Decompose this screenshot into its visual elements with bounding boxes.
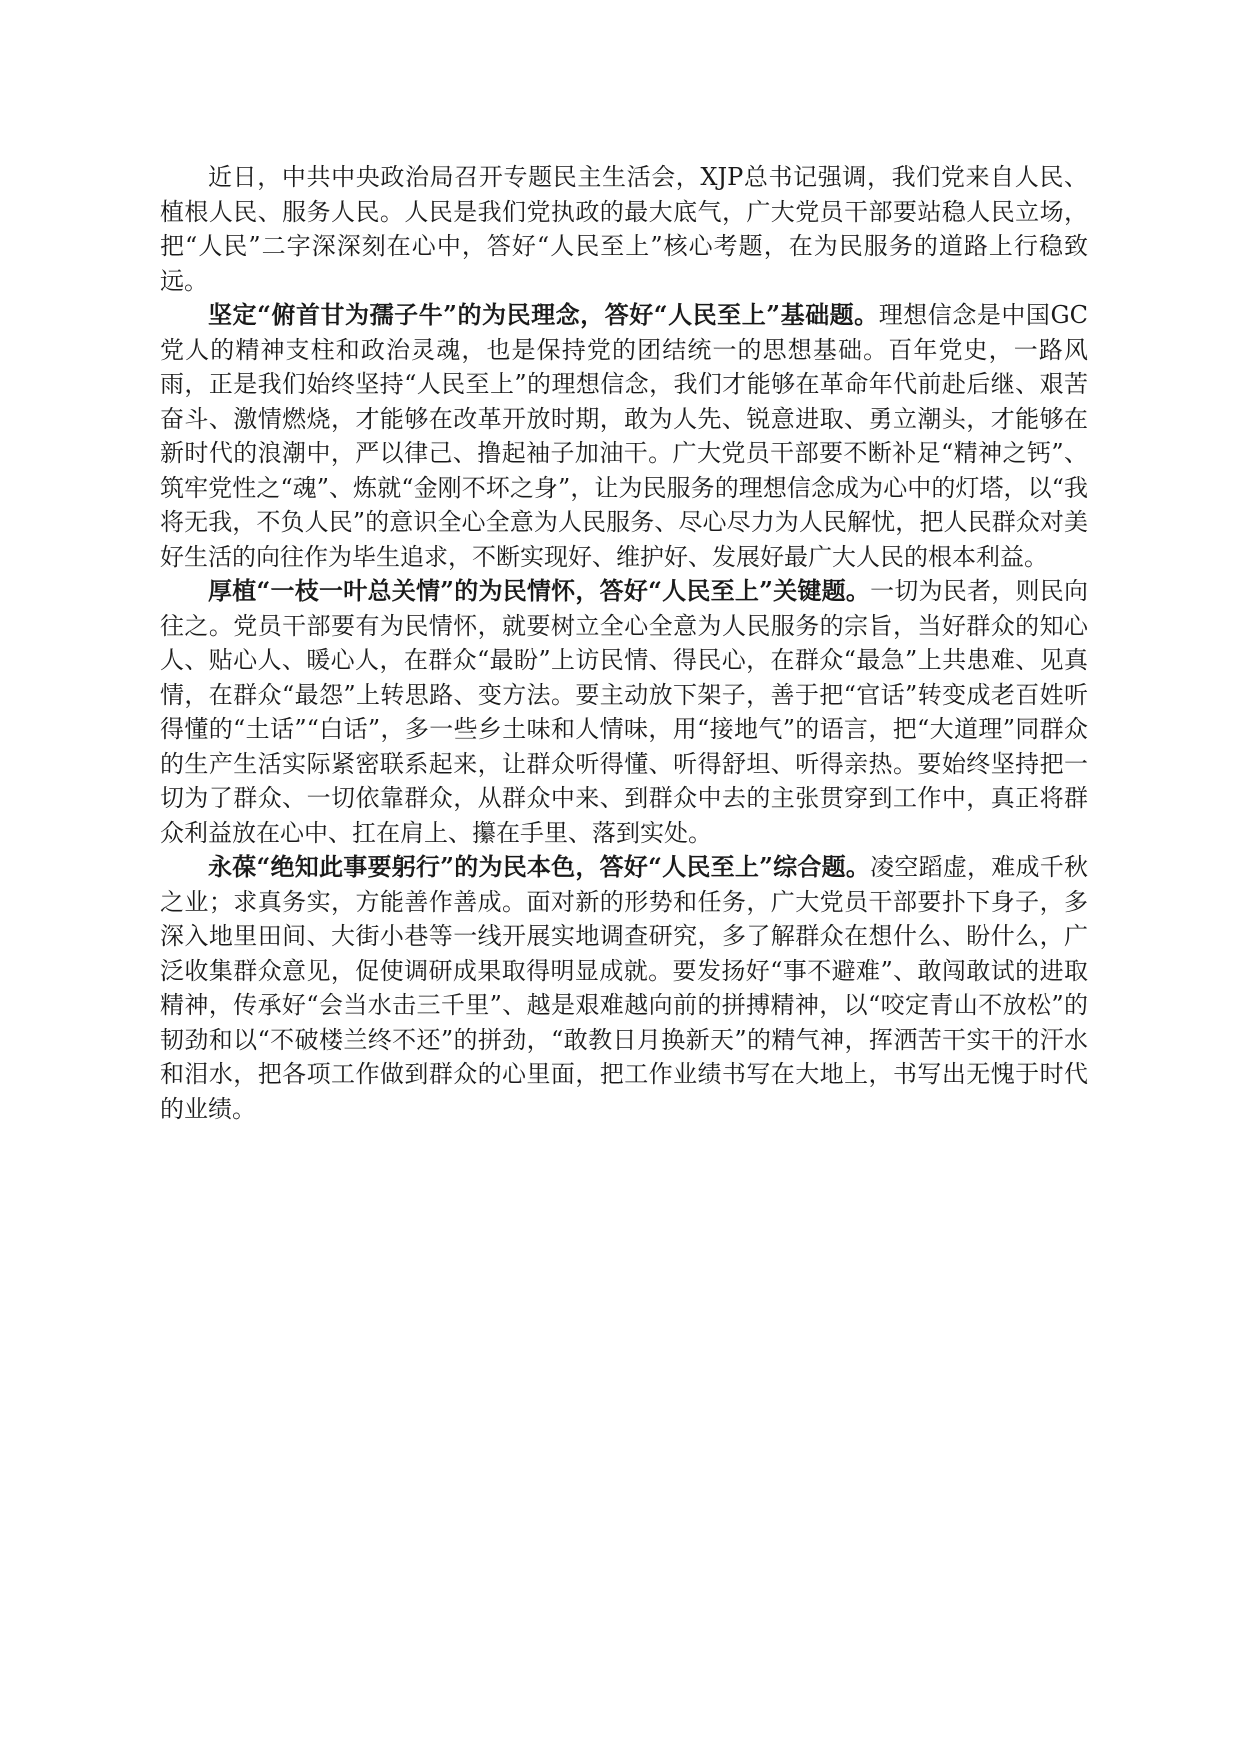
paragraph-key-question xyxy=(160,574,1088,850)
paragraph-text: 一切为民者，则民向往之。党员干部要有为民情怀，就要树立全心全意为人民服务的宗旨，当好群众的知心人、贴心人、暖心人，在群众“最盼”上访民情、得民心，在群众“最急”上共患难、见真情，在群众“最怨”上转思路、变方法。要主动放下架子，善于把“官话”转变成老百姓听得懂的“土话”“白话”，多一些乡土味和人情味，用“接地气”的语言，把“大道理”同群众的生产生活实际紧密联系起来，让群众听得懂、听得舒坦、听得亲热。要始终坚持把一切为了群众、一切依靠群众，从群众中来、到群众中去的主张贯穿到工作中，真正将群众利益放在心中、扛在肩上、攥在手里、落到实处。 xyxy=(160,577,1089,847)
paragraph-text: 近日，中共中央政治局召开专题民主生活会，XJP总书记强调，我们党来自人民、植根人民、服务人民。人民是我们党执政的最大底气，广大党员干部要站稳人民立场，把“人民”二字深深刻在心中，答好“人民至上”核心考题，在为民服务的道路上行稳致远。 xyxy=(160,163,1088,295)
document-body xyxy=(160,160,1088,1126)
paragraph-text: 凌空蹈虚，难成千秋之业；求真务实，方能善作善成。面对新的形势和任务，广大党员干部要扑下身子，多深入地里田间、大街小巷等一线开展实地调查研究，多了解群众在想什么、盼什么，广泛收集群众意见，促使调研成果取得明显成就。要发扬好“事不避难”、敢闯敢试的进取精神，传承好“会当水击三千里”、越是艰难越向前的拼搏精神，以“咬定青山不放松”的韧劲和以“不破楼兰终不还”的拼劲，“敢教日月换新天”的精气神，挥洒苦干实干的汗水和泪水，把各项工作做到群众的心里面，把工作业绩书写在大地上，书写出无愧于时代的业绩。 xyxy=(160,853,1089,1123)
paragraph-lead: 厚植“一枝一叶总关情”的为民情怀，答好“人民至上”关键题。 xyxy=(208,576,871,605)
paragraph-text: 理想信念是中国GC党人的精神支柱和政治灵魂，也是保持党的团结统一的思想基础。百年党史，一路风雨，正是我们始终坚持“人民至上”的理想信念，我们才能够在革命年代前赴后继、艰苦奋斗、激情燃烧，才能够在改革开放时期，敢为人先、锐意进取、勇立潮头，才能够在新时代的浪潮中，严以律己、撸起袖子加油干。广大党员干部要不断补足“精神之钙”、筑牢党性之“魂”、炼就“金刚不坏之身”，让为民服务的理想信念成为心中的灯塔，以“我将无我，不负人民”的意识全心全意为人民服务、尽心尽力为人民解忧，把人民群众对美好生活的向往作为毕生追求，不断实现好、维护好、发展好最广大人民的根本利益。 xyxy=(160,301,1088,571)
paragraph-comprehensive-question xyxy=(160,850,1088,1126)
paragraph-lead: 永葆“绝知此事要躬行”的为民本色，答好“人民至上”综合题。 xyxy=(208,852,871,881)
paragraph-intro xyxy=(160,160,1088,298)
paragraph-basic-question xyxy=(160,298,1088,574)
paragraph-lead: 坚定“俯首甘为孺子牛”的为民理念，答好“人民至上”基础题。 xyxy=(208,300,879,329)
